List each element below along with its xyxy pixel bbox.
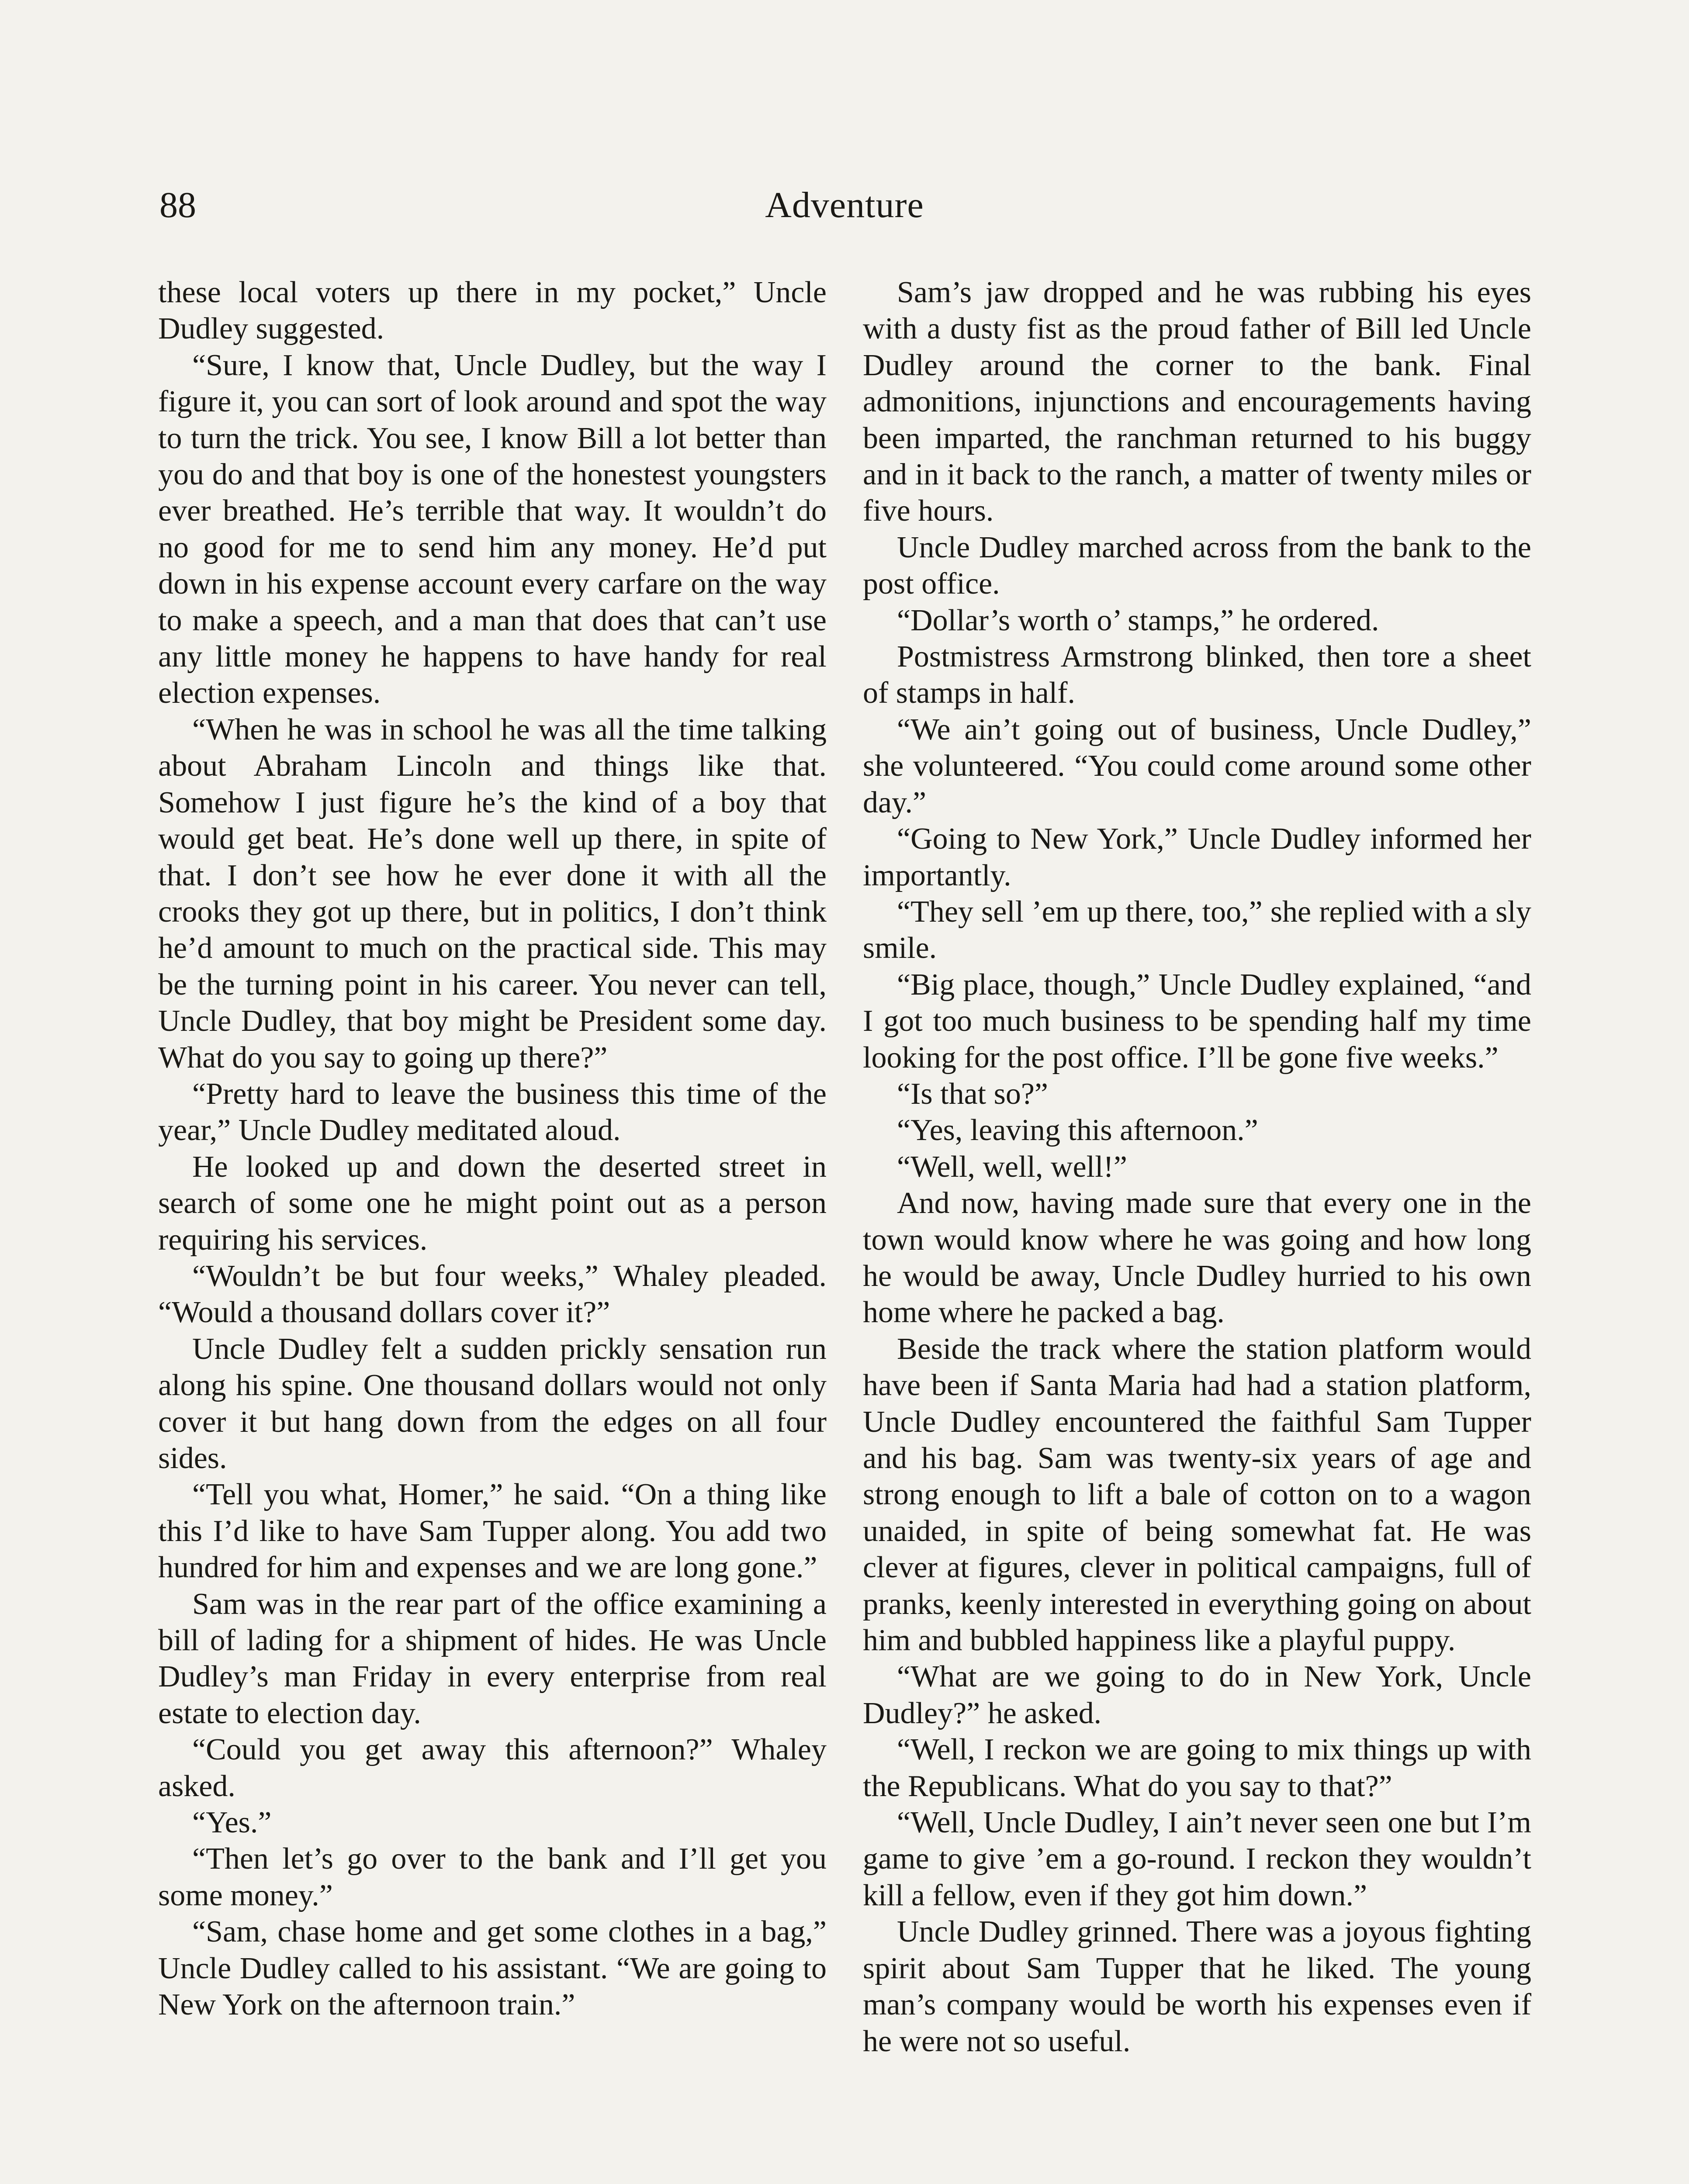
page-number: 88 (159, 185, 196, 225)
paragraph: Beside the track where the station platform would have been if Santa Maria had had a station platform, Uncle Dudley encountered the faithful Sam Tupper and his bag. Sam was twenty-six years of age and strong enough to lift a bale of cotton on to a wagon unaided, in spite of being somewhat fat. He was clever at figures, clever in political campaigns, full of pranks, keenly interested in everything going on about him and bubbled happiness like a playful puppy. (863, 1332, 1531, 1658)
paragraph: “Well, well, well!” (897, 1150, 1127, 1184)
paragraph: “Well, Uncle Dudley, I ain’t never seen one but I’m game to give ’em a go-round. I reckon they wouldn’t kill a fellow, even if they got him down.” (863, 1806, 1531, 1912)
paragraph: “Big place, though,” Uncle Dudley explained, “and I got too much business to be spending half my time looking for the post office. I’ll be gone five weeks.” (863, 968, 1531, 1075)
paragraph: “Is that so?” (897, 1077, 1048, 1111)
paragraph: “Yes, leaving this afternoon.” (897, 1113, 1258, 1147)
paragraph: Postmistress Armstrong blinked, then tore a sheet of stamps in half. (863, 640, 1531, 710)
paragraph: “Then let’s go over to the bank and I’ll get you some money.” (158, 1842, 827, 1912)
paragraph: Uncle Dudley felt a sudden prickly sensation run along his spine. One thousand dollars would not only cover it but hang down from the edges on all four sides. (158, 1332, 827, 1475)
paragraph: Sam’s jaw dropped and he was rubbing his eyes with a dusty fist as the proud father of Bill led Uncle Dudley around the corner to the bank. Final admonitions, injunctions and encouragements having been imparted, the ranchman returned to his buggy and in it back to the ranch, a matter of twenty miles or five hours. (863, 276, 1531, 528)
paragraph: “Wouldn’t be but four weeks,” Whaley pleaded. “Would a thousand dollars cover it?” (158, 1259, 827, 1330)
paragraph: “We ain’t going out of business, Uncle Dudley,” she volunteered. “You could come around some other day.” (863, 712, 1531, 819)
paragraph: And now, having made sure that every one in the town would know where he was going and how long he would be away, Uncle Dudley hurried to his own home where he packed a bag. (863, 1186, 1531, 1330)
paragraph: “Pretty hard to leave the business this time of the year,” Uncle Dudley meditated aloud. (158, 1077, 827, 1147)
paragraph: Uncle Dudley marched across from the bank to the post office. (863, 530, 1531, 601)
paragraph: “Tell you what, Homer,” he said. “On a thing like this I’d like to have Sam Tupper along. You add two hundred for him and expenses and we are long gone.” (158, 1478, 827, 1585)
page-header (0, 175, 1689, 232)
paragraph: “What are we going to do in New York, Uncle Dudley?” he asked. (863, 1660, 1531, 1730)
paragraph: “Dollar’s worth o’ stamps,” he ordered. (897, 603, 1379, 637)
paragraph: “Well, I reckon we are going to mix things up with the Republicans. What do you say to that?” (863, 1733, 1531, 1803)
paragraph: “Going to New York,” Uncle Dudley informed her importantly. (863, 822, 1531, 892)
paragraph: Sam was in the rear part of the office examining a bill of lading for a shipment of hides. He was Uncle Dudley’s man Friday in every enterprise from real estate to election day. (158, 1587, 827, 1730)
paragraph: He looked up and down the deserted street in search of some one he might point out as a person requiring his services. (158, 1150, 827, 1257)
paragraph: “Could you get away this afternoon?” Whaley asked. (158, 1733, 827, 1803)
paragraph: “Yes.” (192, 1806, 272, 1840)
paragraph: “Sure, I know that, Uncle Dudley, but the way I figure it, you can sort of look around and spot the way to turn the trick. You see, I know Bill a lot better than you do and that boy is one of the honestest youngsters ever breathed. He’s terrible that way. It wouldn’t do no good for me to send him any money. He’d put down in his expense account every carfare on the way to make a speech, and a man that does that can’t use any little money he happens to have handy for real election expenses. (158, 348, 827, 710)
paragraph: “Sam, chase home and get some clothes in a bag,” Uncle Dudley called to his assistant. “We are going to New York on the afternoon train.” (158, 1915, 827, 2022)
paragraph: these local voters up there in my pocket,” Uncle Dudley suggested. (158, 276, 827, 346)
paragraph: “When he was in school he was all the time talking about Abraham Lincoln and things like that. Somehow I just figure he’s the kind of a boy that would get beat. He’s done well up there, in spite of that. I don’t see how he ever done it with all the crooks they got up there, but in politics, I don’t think he’d amount to much on the practical side. This may be the turning point in his career. You never can tell, Uncle Dudley, that boy might be President some day. What do you say to going up there?” (158, 712, 827, 1075)
left-column (158, 274, 827, 2023)
paragraph: Uncle Dudley grinned. There was a joyous fighting spirit about Sam Tupper that he liked. The young man’s company would be worth his expenses even if he were not so useful. (863, 1915, 1531, 2058)
running-title: Adventure (765, 185, 924, 225)
paragraph: “They sell ’em up there, too,” she replied with a sly smile. (863, 895, 1531, 965)
right-column (863, 274, 1531, 2060)
